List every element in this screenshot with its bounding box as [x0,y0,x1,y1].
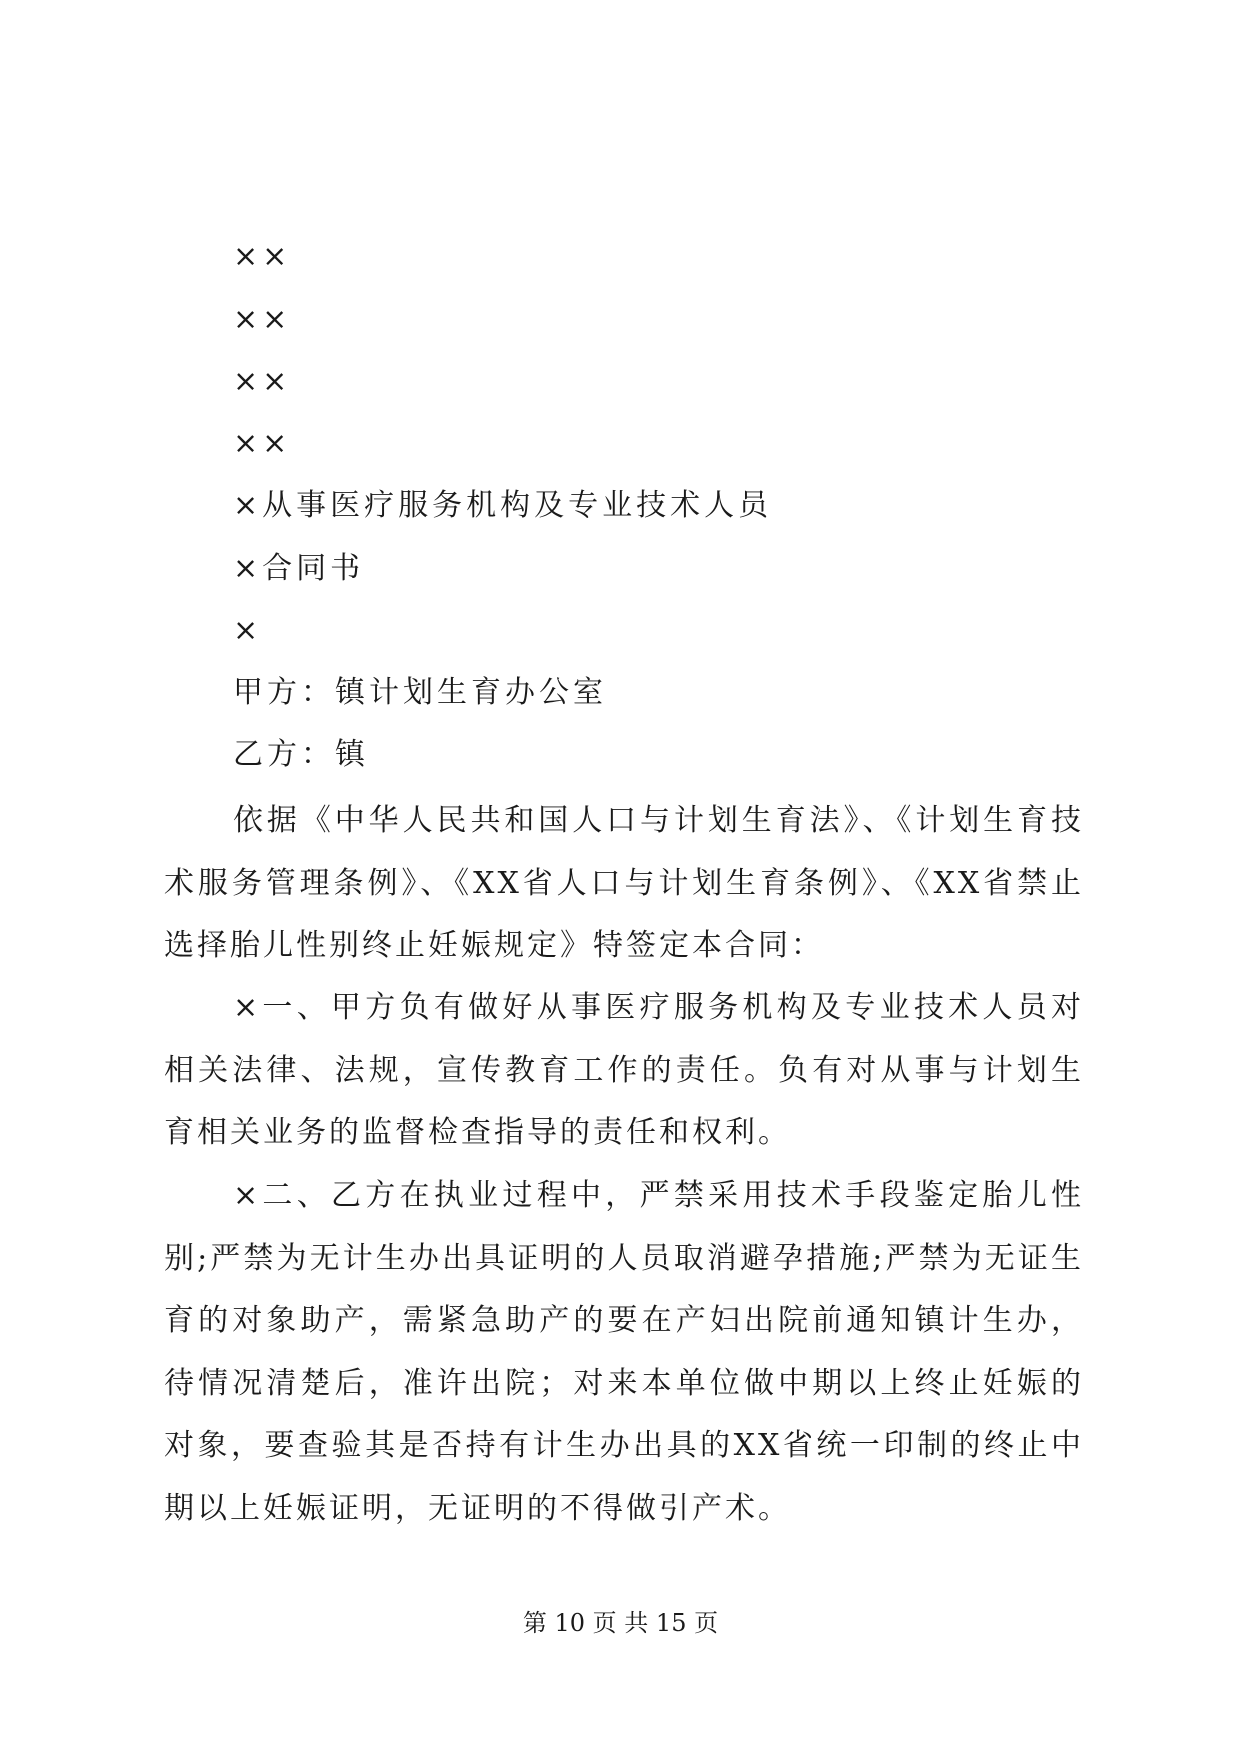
clause-2-paragraph: ×二、乙方在执业过程中，严禁采用技术手段鉴定胎儿性别;严禁为无计生办出具证明的人员取消避孕措施;严禁为无证生育的对象助产，需紧急助产的要在产妇出院前通知镇计生办，待情况清楚后，准许出院；对来本单位做中期以上终止妊娠的对象，要查验其是否持有计生办出具的XX省统一印制的终止中期以上妊娠证明，无证明的不得做引产术。 [164,1178,1084,1526]
cross-line-1: ×× [233,239,292,274]
cross-line-3: ×× [233,364,292,399]
clause-1-paragraph: ×一、甲方负有做好从事医疗服务机构及专业技术人员对相关法律、法规，宣传教育工作的责任。负有对从事与计划生育相关业务的监督检查指导的责任和权利。 [164,990,1084,1150]
party-b-line: 乙方：镇 [233,737,369,772]
document-heading-line-1: ×从事医疗服务机构及专业技术人员 [233,488,773,523]
cross-line-2: ×× [233,302,292,337]
intro-paragraph: 依据《中华人民共和国人口与计划生育法》、《计划生育技术服务管理条例》、《XX省人口与计划生育条例》、《XX省禁止选择胎儿性别终止妊娠规定》特签定本合同： [164,803,1084,963]
page-number-footer: 第 10 页 共 15 页 [522,1609,719,1637]
cross-line-5: × [233,613,263,648]
party-a-line: 甲方：镇计划生育办公室 [233,675,607,710]
document-heading-line-2: ×合同书 [233,551,365,586]
cross-line-4: ×× [233,426,292,461]
